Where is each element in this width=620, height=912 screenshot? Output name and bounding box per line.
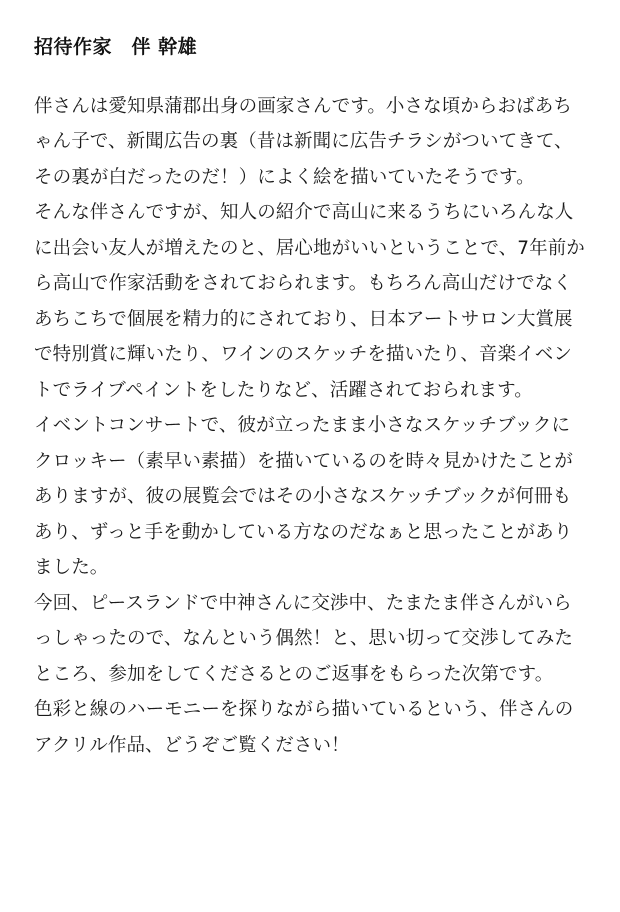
paragraph-3: イベントコンサートで、彼が立ったまま小さなスケッチブックにクロッキー（素早い素描）を描いているのを時々見かけたことがありますが、彼の展覧会ではその小さなスケッチブックが何冊もあり、ずっと手を動かしている方なのだなぁと思ったことがありました。: [34, 415, 574, 579]
paragraph-1: 伴さんは愛知県蒲郡出身の画家さんです。小さな頃からおばあちゃん子で、新聞広告の裏（昔は新聞に広告チラシがついてきて、その裏が白だったのだ！）によく絵を描いていたそうです。: [34, 95, 573, 188]
paragraph-4: 今回、ピースランドで中神さんに交渉中、たまたま伴さんがいらっしゃったので、なんという偶然！と、思い切って交渉してみたところ、参加をしてくださるとのご返事をもらった次第です。: [34, 592, 574, 685]
paragraph-2: そんな伴さんですが、知人の紹介で高山に来るうちにいろんな人に出会い友人が増えたのと、居心地がいいということで、7年前から高山で作家活動をされておられます。もちろん高山だけでなくあちこちで個展を精力的にされており、日本アートサロン大賞展で特別賞に輝いたり、ワインのスケッチを描いたり、音楽イベントでライブペイントをしたりなど、活躍されておられます。: [34, 202, 585, 401]
paragraph-5: 色彩と線のハーモニーを探りながら描いているという、伴さんのアクリル作品、どうぞご覧ください！: [34, 699, 574, 756]
page-title: 招待作家 伴 幹雄: [34, 36, 198, 58]
document-body: [34, 89, 586, 764]
